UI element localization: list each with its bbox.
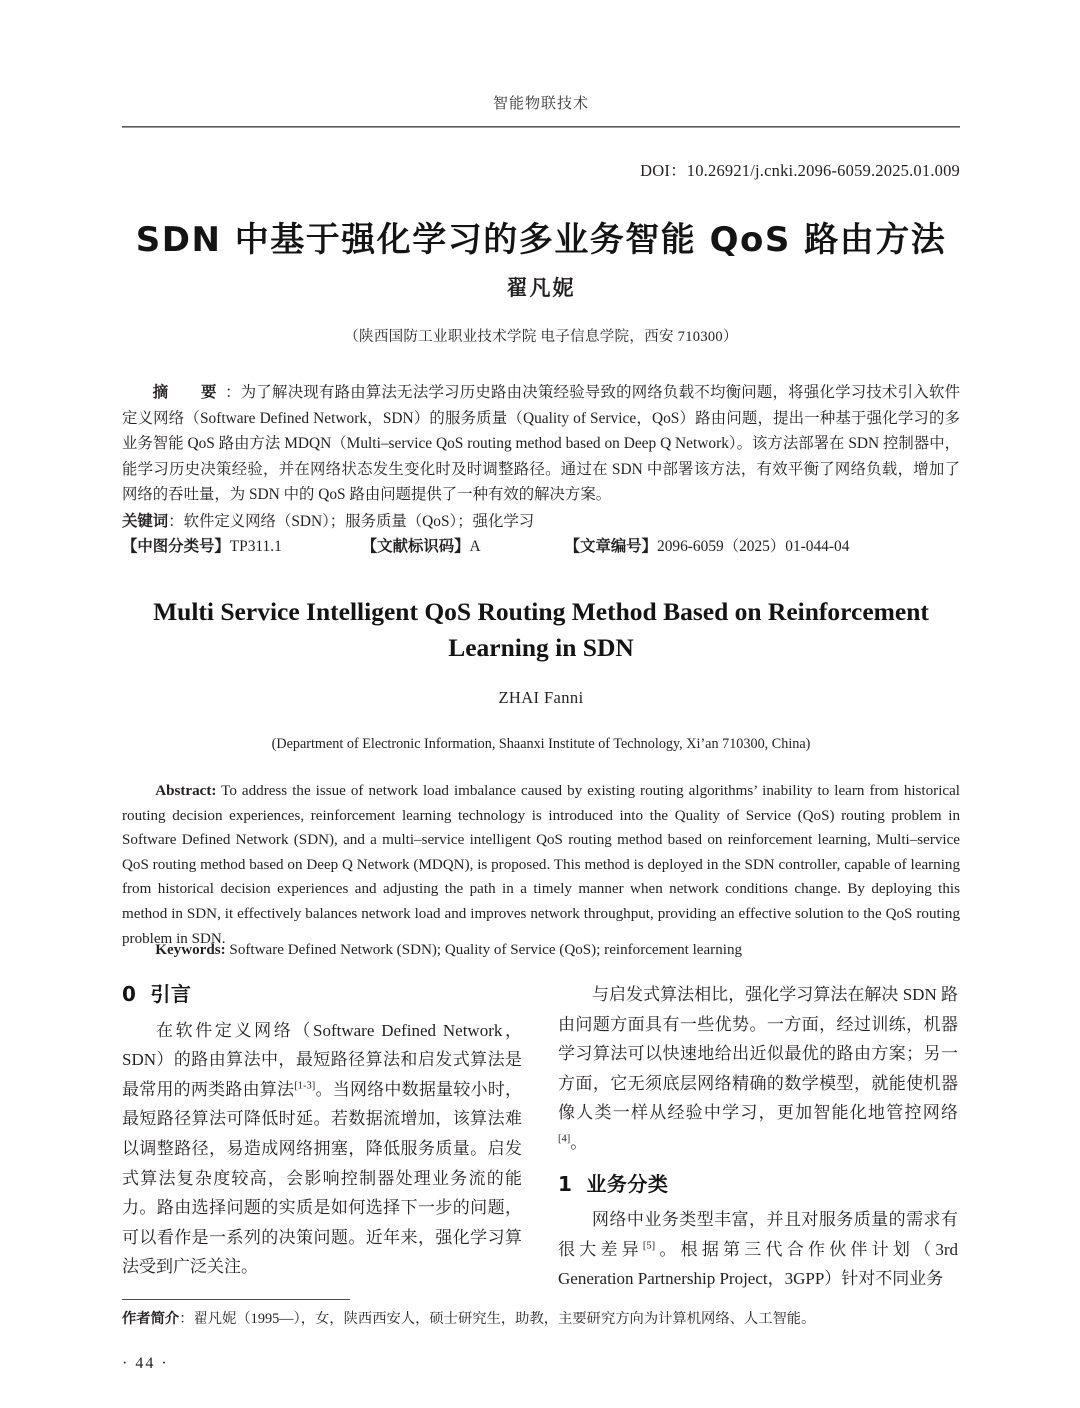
body-column-right: [558, 980, 958, 1294]
document-code: [362, 534, 481, 560]
abstract-colon-chinese: ：: [225, 384, 241, 401]
page-title-chinese: SDN 中基于强化学习的多业务智能 QoS 路由方法: [135, 220, 947, 260]
document-code-value: A: [469, 538, 481, 555]
clc-code: [122, 534, 282, 560]
body-column-left: [122, 980, 522, 1282]
clc-value: TP311.1: [229, 538, 282, 555]
section-heading-0: [122, 980, 522, 1010]
paragraph-service-part2: 。根据第三代合作伙伴计划（3rd Generation Partnership Project，3GPP）针对不同业务: [558, 1239, 958, 1289]
page-number: · 44 ·: [122, 1355, 169, 1372]
keywords-label-english: Keywords:: [155, 942, 226, 958]
footnote-rule: [122, 1299, 350, 1300]
affiliation-chinese: （陕西国防工业职业技术学院 电子信息学院，西安 710300）: [344, 329, 738, 345]
article-id-label: 【文章编号】: [564, 538, 658, 555]
author-english: ZHAI Fanni: [498, 688, 584, 707]
abstract-english: [122, 779, 960, 951]
citation-ref-1-3: [1-3]: [294, 1080, 316, 1092]
affiliation-english: (Department of Electronic Information, Shaanxi Institute of Technology, Xi’an 710300, China): [271, 736, 811, 752]
paragraph-intro-part1: 在软件定义网络（Software Defined Network，SDN）的路由算法中，最短路径算法和启发式算法是最常用的两类路由算法: [122, 1020, 522, 1099]
paragraph-intro-continued: [558, 980, 958, 1158]
abstract-text-english: To address the issue of network load imbalance caused by existing routing algorithms’ inability to learn from historical routing decision experiences, reinforcement learning technology is introduced into the Quality of Service (QoS) routing problem in Software Defined Network (SDN), and a multi–service intelligent QoS routing method based on reinforcement learning, Multi–service QoS routing method based on Deep Q Network (MDQN), is proposed. This method is deployed in the SDN controller, capable of learning from historical decision experiences and adjusting the path in a timely manner when network conditions change. By deploying this method in SDN, it effectively balances network load and improves network throughput, providing an effective solution to the QoS routing problem in SDN.: [122, 783, 960, 947]
author-chinese: 翟凡妮: [506, 276, 576, 300]
keywords-chinese: [122, 509, 960, 535]
section-number-0: 0: [122, 982, 137, 1006]
running-head-rule: [122, 126, 960, 128]
abstract-label-english: Abstract:: [155, 783, 217, 799]
clc-label: 【中图分类号】: [122, 538, 230, 555]
citation-ref-4: [4]: [558, 1133, 571, 1145]
section-number-1: 1: [558, 1171, 573, 1196]
footnote-author-bio: [122, 1308, 960, 1331]
abstract-label-chinese: 摘 要: [152, 384, 226, 401]
paragraph-intro-part2: 。当网络中数据量较小时，最短路径算法可降低时延。若数据流增加，该算法难以调整路径，易造成网络拥塞，降低服务质量。启发式算法复杂度较高，会影响控制器处理业务流的能力。路由选择问题的实质是如何选择下一步的问题，可以看作是一系列的决策问题。近年来，强化学习算法受到广泛关注。: [122, 1079, 523, 1277]
article-id: [565, 534, 850, 560]
footnote-colon: ：: [179, 1311, 194, 1327]
paragraph-intro: [122, 1016, 522, 1282]
citation-ref-5: [5]: [642, 1240, 656, 1252]
keywords-text-chinese: 软件定义网络（SDN）；服务质量（QoS）；强化学习: [183, 513, 535, 530]
section-heading-1: [558, 1170, 958, 1200]
keywords-english: [122, 938, 960, 963]
article-id-value: 2096-6059（2025）01-044-04: [657, 538, 850, 555]
footnote-label: 作者简介: [122, 1311, 180, 1327]
classification-codes: [122, 534, 960, 560]
keywords-text-english: Software Defined Network (SDN); Quality of Service (QoS); reinforcement learning: [225, 942, 743, 958]
paragraph-service-classification: [558, 1205, 958, 1294]
paragraph-intro-cont-part2: 。: [570, 1132, 588, 1152]
running-head: 智能物联技术: [492, 96, 589, 112]
paragraph-intro-cont-part1: 与启发式算法相比，强化学习算法在解决 SDN 路由问题方面具有一些优势。一方面，经过训练，机器学习算法可以快速地给出近似最优的路由方案；另一方面，它无须底层网络精确的数学模型，就能使机器像人类一样从经验中学习，更加智能化地管控网络: [558, 985, 958, 1123]
abstract-text-chinese: 为了解决现有路由算法无法学习历史路由决策经验导致的网络负载不均衡问题，将强化学习技术引入软件定义网络（Software Defined Network，SDN）的服务质量（Quality of Service，QoS）路由问题，提出一种基于强化学习的多业务智能 QoS 路由方法 MDQN（Multi–service QoS routing method based on Deep Q Network）。该方法部署在 SDN 控制器中，能学习历史决策经验，并在网络状态发生变化时及时调整路径。通过在 SDN 中部署该方法，有效平衡了网络负载，增加了网络的吞吐量，为 SDN 中的 QoS 路由问题提供了一种有效的解决方案。: [122, 384, 960, 504]
document-code-label: 【文献标识码】: [361, 538, 470, 555]
keywords-colon-chinese: ：: [168, 513, 184, 530]
keywords-label-chinese: 关键词: [122, 513, 169, 530]
footnote-text: 翟凡妮（1995—），女，陕西西安人，硕士研究生，助教，主要研究方向为计算机网络、人工智能。: [193, 1311, 816, 1327]
doi-line: DOI：10.26921/j.cnki.2096-6059.2025.01.009: [640, 161, 960, 180]
page-title-english: Multi Service Intelligent QoS Routing Method Based on Reinforcement Learning in SDN: [153, 597, 929, 662]
section-title-0: 引言: [150, 982, 192, 1006]
section-title-1: 业务分类: [586, 1171, 669, 1196]
paragraph-service-part1: 网络中业务类型丰富，并且对服务质量的需求有很大差异: [558, 1210, 958, 1259]
abstract-chinese: [122, 380, 960, 508]
